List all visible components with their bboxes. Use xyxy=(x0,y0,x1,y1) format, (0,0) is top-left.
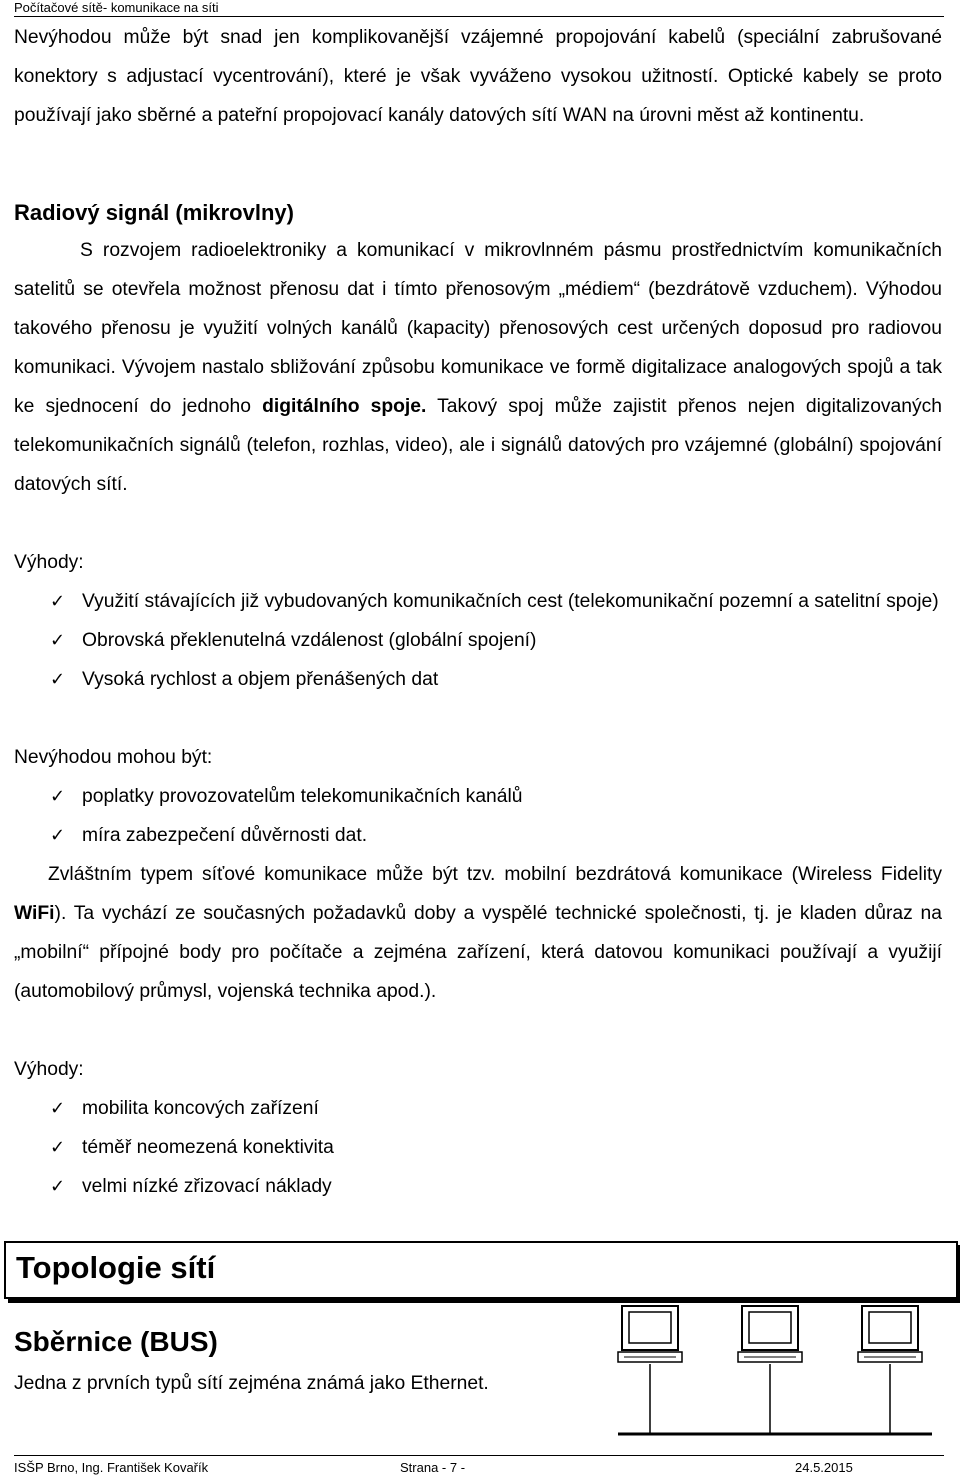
page-header: Počítačové sítě- komunikace na síti xyxy=(14,0,219,15)
list-item: ✓ míra zabezpečení důvěrnosti dat. xyxy=(0,816,942,855)
header-rule xyxy=(14,16,944,17)
list-item: ✓ téměř neomezená konektivita xyxy=(0,1128,942,1167)
checkmark-icon: ✓ xyxy=(50,591,66,612)
radio-advantages-label: Výhody: xyxy=(14,552,84,573)
radio-text-1: S rozvojem radioelektroniky a komunikací v mikrovlnném pásmu prostřednictvím komunikačních satelitů se otevřela možnost přenosu dat i tímto přenosovým „médiem“ (bezdrátově vzduchem). Výhodou takového přenosu je využití volných kanálů (kapacity) přenosových cest určených doposud pro radiovou komunikaci. Vývojem nastalo sbližování způsobu komunikace ve formě digitalizace analogových spojů a tak ke sjednocení do jednoho xyxy=(14,240,942,417)
computer-icon xyxy=(738,1306,802,1362)
list-item: ✓ poplatky provozovatelům telekomunikačních kanálů xyxy=(0,777,942,816)
footer-author: ISŠP Brno, Ing. František Kovařík xyxy=(14,1460,209,1475)
radio-heading: Radiový signál (mikrovlny) xyxy=(14,200,294,225)
topology-title: Topologie sítí xyxy=(16,1250,216,1285)
checkmark-icon: ✓ xyxy=(50,630,66,651)
list-item: ✓ Obrovská překlenutelná vzdálenost (globální spojení) xyxy=(0,621,942,660)
checkmark-icon: ✓ xyxy=(50,825,66,846)
bus-text: Jedna z prvních typů sítí zejména známá jako Ethernet. xyxy=(14,1373,489,1394)
wifi-text-2: ). Ta vychází ze současných požadavků doby a vyspělé technické společnosti, tj. je kladen důraz na „mobilní“ přípojné body pro počítače a zejména zařízení, která datovou komunikaci používají a využijí (automobilový průmysl, vojenská technika apod.). xyxy=(14,903,942,1002)
checkmark-icon: ✓ xyxy=(50,1137,66,1158)
list-item: ✓ mobilita koncových zařízení xyxy=(0,1089,942,1128)
computer-icon xyxy=(858,1306,922,1362)
checkmark-icon: ✓ xyxy=(50,1176,66,1197)
radio-advantages-list xyxy=(0,582,942,699)
footer-date: 24.5.2015 xyxy=(795,1460,853,1475)
footer-page-number: Strana - 7 - xyxy=(400,1460,466,1475)
footer-rule xyxy=(14,1455,944,1456)
wifi-advantages-list xyxy=(0,1089,942,1206)
wifi-advantages-label: Výhody: xyxy=(14,1059,84,1080)
wifi-text-bold: WiFi xyxy=(14,903,55,924)
radio-disadvantages-list xyxy=(0,777,942,855)
list-item: ✓ Využití stávajících již vybudovaných komunikačních cest (telekomunikační pozemní a satelitní spoje) xyxy=(0,582,942,621)
computer-icon xyxy=(618,1306,682,1362)
checkmark-icon: ✓ xyxy=(50,786,66,807)
checkmark-icon: ✓ xyxy=(50,1098,66,1119)
wifi-paragraph xyxy=(14,855,942,1011)
intro-paragraph: Nevýhodou může být snad jen komplikovanější vzájemné propojování kabelů (speciální zabrušované konektory s adjustací vycentrování), které je však vyváženo vysokou užitností. Optické kabely se proto používají jako sběrné a pateřní propojovací kanály datových sítí WAN na úrovni měst až kontinentu. xyxy=(14,27,942,126)
radio-paragraph xyxy=(14,231,942,504)
topology-title-box xyxy=(4,1241,958,1299)
bus-topology-diagram xyxy=(610,1304,940,1444)
radio-text-bold: digitálního spoje. xyxy=(262,396,427,417)
checkmark-icon: ✓ xyxy=(50,669,66,690)
radio-disadvantages-label: Nevýhodou mohou být: xyxy=(14,747,213,768)
list-item: ✓ velmi nízké zřizovací náklady xyxy=(0,1167,942,1206)
list-item: ✓ Vysoká rychlost a objem přenášených dat xyxy=(0,660,942,699)
wifi-text-1: Zvláštním typem síťové komunikace může být tzv. mobilní bezdrátová komunikace (Wireless Fidelity xyxy=(48,864,942,885)
radio-text-2: Takový spoj může zajistit přenos nejen digitalizovaných telekomunikačních signálů (telefon, rozhlas, video), ale i signálů datových pro vzájemné (globální) spojování datových sítí. xyxy=(14,396,943,495)
bus-title: Sběrnice (BUS) xyxy=(14,1326,218,1357)
